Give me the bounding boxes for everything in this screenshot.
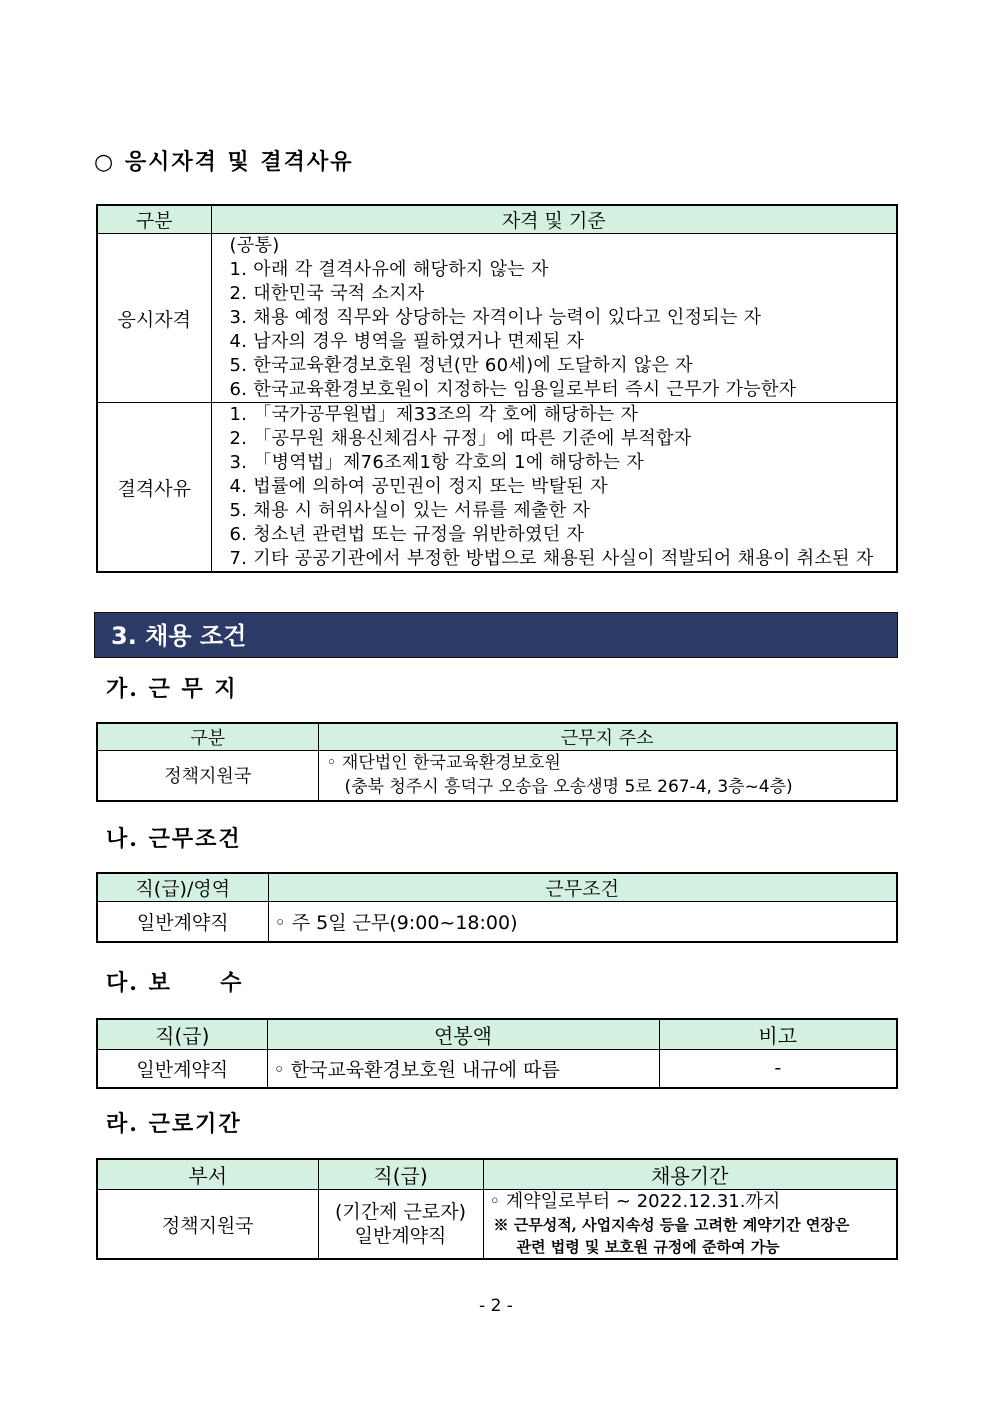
conditions-title: 나. 근무조건 bbox=[106, 826, 242, 852]
eligibility-line: 2. 대한민국 국적 소지자 bbox=[229, 283, 425, 304]
period-note-line1: ※ 근무성적, 사업지속성 등을 고려한 계약기간 연장은 bbox=[493, 1216, 850, 1234]
disqualification-line: 4. 법률에 의하여 공민권이 정지 또는 박탈된 자 bbox=[229, 476, 608, 497]
period-note-line2: 관련 법령 및 보호원 규정에 준하여 가능 bbox=[516, 1238, 780, 1256]
period-value-cell bbox=[483, 1190, 897, 1260]
workplace-header-category: 구분 bbox=[97, 723, 318, 751]
workplace-title: 가. 근 무 지 bbox=[106, 676, 238, 702]
eligibility-line: 1. 아래 각 결격사유에 해당하지 않는 자 bbox=[229, 259, 549, 280]
workplace-table bbox=[96, 722, 898, 802]
disqualification-line: 3. 「병역법」제76조제1항 각호의 1에 해당하는 자 bbox=[229, 452, 644, 473]
disqualification-label: 결격사유 bbox=[97, 403, 211, 573]
eligibility-line: 6. 한국교육환경보호원이 지정하는 임용일로부터 즉시 근무가 가능한자 bbox=[229, 379, 797, 400]
period-table bbox=[96, 1158, 898, 1260]
disqualification-list bbox=[211, 403, 897, 573]
salary-note: - bbox=[659, 1050, 897, 1088]
period-position-line1: (기간제 근로자) bbox=[335, 1201, 466, 1223]
salary-title: 다. 보 수 bbox=[106, 970, 244, 996]
page-number: - 2 - bbox=[479, 1296, 513, 1316]
section-title-qualification: ○ 응시자격 및 결격사유 bbox=[94, 149, 354, 175]
qualification-table bbox=[96, 204, 898, 573]
period-position-line2: 일반계약직 bbox=[354, 1225, 447, 1247]
workplace-header-address: 근무지 주소 bbox=[318, 723, 897, 751]
salary-table bbox=[96, 1018, 898, 1089]
conditions-header-position: 직(급)/영역 bbox=[97, 873, 268, 902]
workplace-address-cell bbox=[318, 751, 897, 801]
eligibility-line: 4. 남자의 경우 병역을 필하였거나 면제된 자 bbox=[229, 331, 585, 352]
conditions-table bbox=[96, 872, 898, 943]
eligibility-line: 3. 채용 예정 직무와 상당하는 자격이나 능력이 있다고 인정되는 자 bbox=[229, 307, 762, 328]
period-header-dept: 부서 bbox=[97, 1159, 318, 1190]
period-value: ◦ 계약일로부터 ~ 2022.12.31.까지 bbox=[489, 1191, 781, 1212]
salary-amount: ◦ 한국교육환경보호원 내규에 따름 bbox=[267, 1050, 659, 1088]
section-banner: 3. 채용 조건 bbox=[94, 612, 898, 658]
period-title: 라. 근로기간 bbox=[106, 1111, 242, 1137]
qual-header-category: 구분 bbox=[97, 205, 211, 234]
disqualification-line: 5. 채용 시 허위사실이 있는 서류를 제출한 자 bbox=[229, 500, 591, 521]
conditions-header-condition: 근무조건 bbox=[268, 873, 897, 902]
disqualification-line: 1. 「국가공무원법」제33조의 각 호에 해당하는 자 bbox=[229, 404, 639, 425]
workplace-dept: 정책지원국 bbox=[97, 751, 318, 801]
salary-header-note: 비고 bbox=[659, 1019, 897, 1050]
disqualification-line: 6. 청소년 관련법 또는 규정을 위반하였던 자 bbox=[229, 524, 585, 545]
workplace-address-line2: (충북 청주시 흥덕구 오송읍 오송생명 5로 267-4, 3층~4층) bbox=[344, 777, 793, 798]
disqualification-line: 7. 기타 공공기관에서 부정한 방법으로 채용된 사실이 적발되어 채용이 취소된 자 bbox=[229, 548, 874, 569]
qual-header-criteria: 자격 및 기준 bbox=[211, 205, 897, 234]
eligibility-label: 응시자격 bbox=[97, 234, 211, 403]
conditions-value: ◦ 주 5일 근무(9:00~18:00) bbox=[268, 902, 897, 942]
salary-header-amount: 연봉액 bbox=[267, 1019, 659, 1050]
period-dept: 정책지원국 bbox=[97, 1190, 318, 1260]
period-header-period: 채용기간 bbox=[483, 1159, 897, 1190]
salary-position: 일반계약직 bbox=[97, 1050, 267, 1088]
disqualification-line: 2. 「공무원 채용신체검사 규정」에 따른 기준에 부적합자 bbox=[229, 428, 692, 449]
eligibility-line: (공통) bbox=[229, 235, 280, 256]
workplace-address-line1: ◦ 재단법인 한국교육환경보호원 bbox=[326, 753, 561, 774]
eligibility-list bbox=[211, 234, 897, 403]
salary-header-position: 직(급) bbox=[97, 1019, 267, 1050]
conditions-position: 일반계약직 bbox=[97, 902, 268, 942]
period-header-position: 직(급) bbox=[318, 1159, 483, 1190]
period-position-cell bbox=[318, 1190, 483, 1260]
eligibility-line: 5. 한국교육환경보호원 정년(만 60세)에 도달하지 않은 자 bbox=[229, 355, 693, 376]
